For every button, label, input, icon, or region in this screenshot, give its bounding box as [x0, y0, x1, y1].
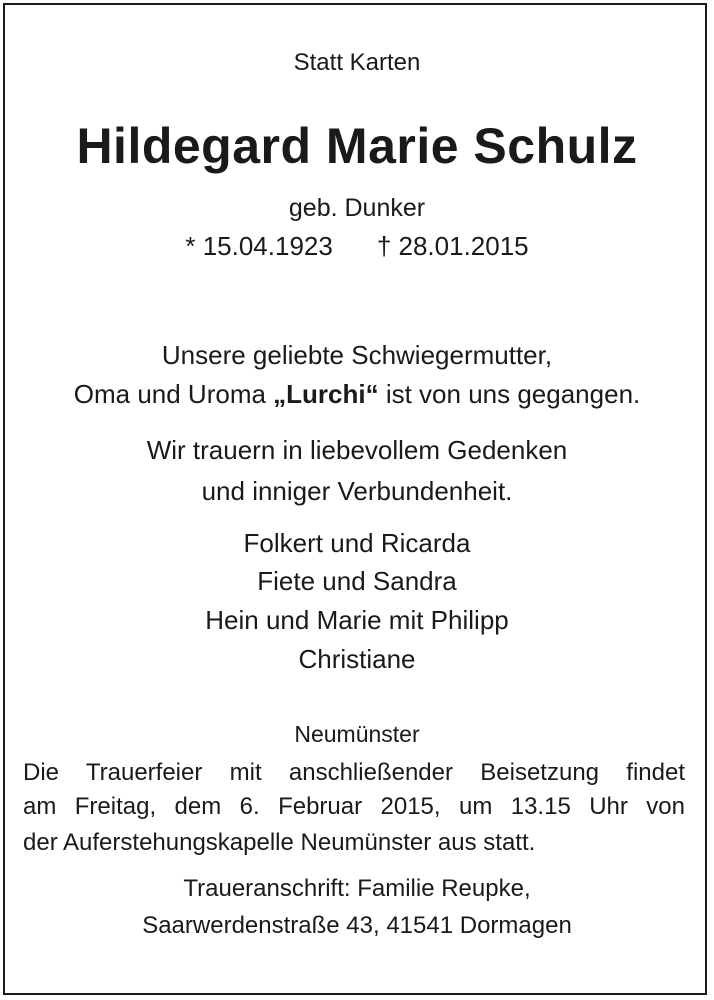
- service-line-3: der Auferstehungskapelle Neumünster aus statt.: [23, 829, 536, 856]
- family-member: Christiane: [298, 644, 416, 674]
- place-name: Neumünster: [294, 721, 420, 747]
- family-member: Hein und Marie mit Philipp: [205, 605, 509, 635]
- message-line-2-post: ist von uns gegangen.: [378, 379, 641, 409]
- deceased-name: Hildegard Marie Schulz: [76, 118, 638, 174]
- birth-date: * 15.04.1923: [185, 231, 333, 261]
- address-line-2: Saarwerdenstraße 43, 41541 Dormagen: [142, 912, 572, 939]
- maiden-name: geb. Dunker: [288, 194, 426, 222]
- service-line-1: Die Trauerfeier mit anschließender Beisetzung findet: [23, 759, 685, 786]
- header-statt-karten: Statt Karten: [293, 49, 421, 76]
- family-member: Folkert und Ricarda: [243, 528, 471, 558]
- message-line-3: Wir trauern in liebevollem Gedenken: [146, 435, 568, 465]
- message-line-2: [0, 381, 714, 407]
- death-date: † 28.01.2015: [376, 231, 529, 261]
- family-member: Fiete und Sandra: [257, 566, 457, 596]
- message-line-4: und inniger Verbundenheit.: [201, 476, 513, 506]
- message-line-1: Unsere geliebte Schwiegermutter,: [161, 340, 553, 370]
- message-line-2-pre: Oma und Uroma: [73, 379, 274, 409]
- nickname: „Lurchi“: [273, 379, 379, 409]
- service-line-2: am Freitag, dem 6. Februar 2015, um 13.15 Uhr von: [23, 793, 685, 820]
- life-dates: [0, 233, 714, 259]
- address-line-1: Traueranschrift: Familie Reupke,: [183, 875, 531, 902]
